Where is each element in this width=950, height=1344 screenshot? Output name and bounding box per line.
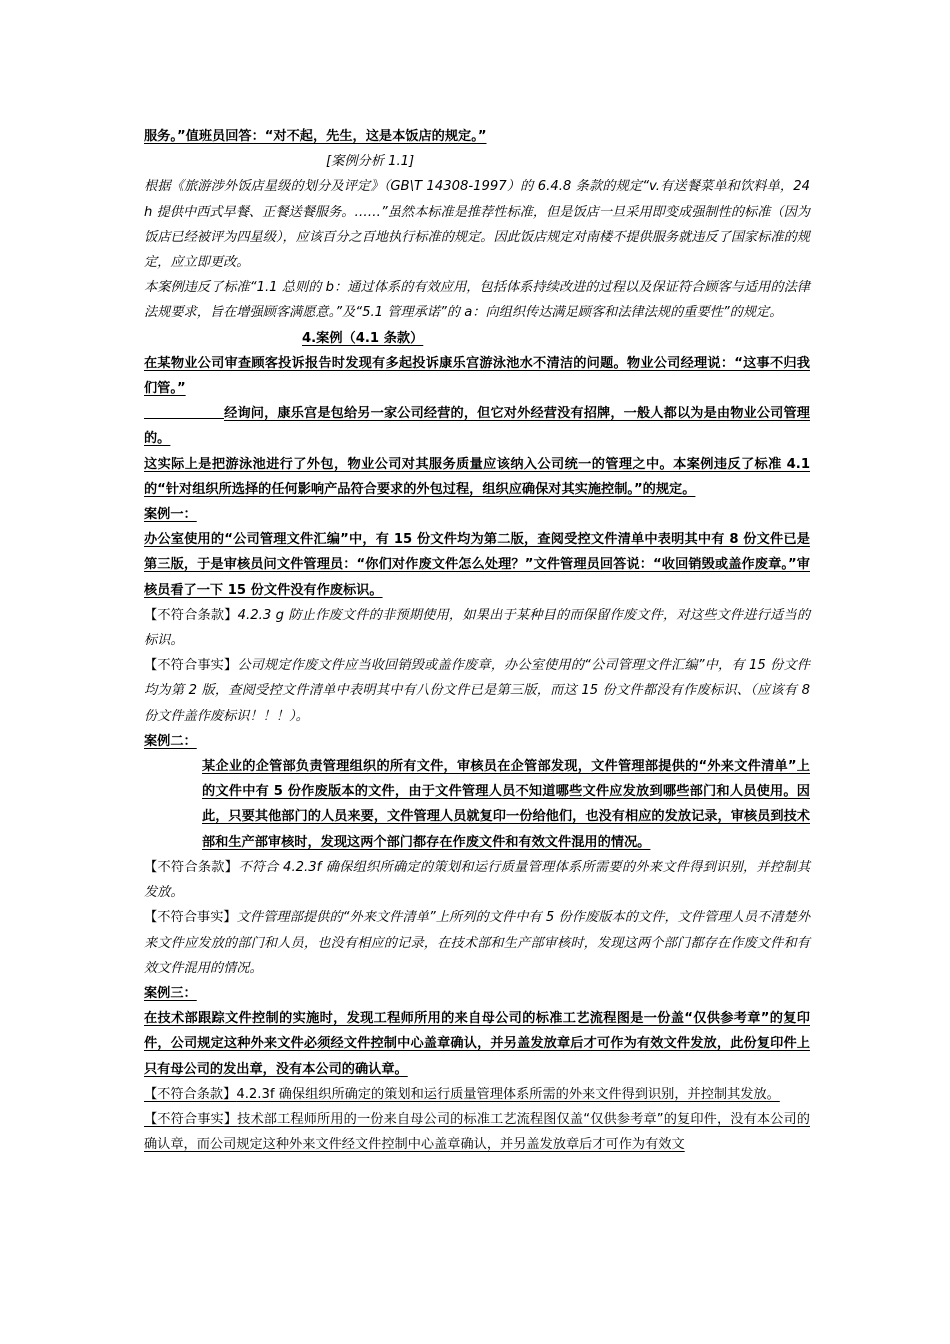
fact-tag: 【不符合事实】 <box>144 1111 238 1127</box>
paragraph-case-one: 办公室使用的“公司管理文件汇编”中，有 15 份文件均为第二版，查阅受控文件清单中表明其中有 8 份文件已是第三版，于是审核员问文件管理员：“你们对作废文件怎么处理？”文件管理员回答说：“收回销毁或盖作废章。”审核员看了一下 15 份文件没有作废标识。 <box>144 532 810 598</box>
case-4-heading: 4.案例（4.1 条款） <box>302 330 424 346</box>
paragraph-complaint: 在某物业公司审查顾客投诉报告时发现有多起投诉康乐宫游泳池水不清洁的问题。物业公司经理说：“这事不归我们管。” <box>144 355 810 397</box>
fact-text: 技术部工程师所用的一份来自母公司的标准工艺流程图仅盖“仅供参考章”的复印件，没有本公司的确认章，而公司规定这种外来文件经文件控制中心盖章确认，并另盖发放章后才可作为有效文 <box>144 1111 810 1153</box>
fact-text: 公司规定作废文件应当收回销毁或盖作废章，办公室使用的“公司管理文件汇编”中，有 15 份文件均为第 2 版，查阅受控文件清单中表明其中有八份文件已是第三版，而这 15 份文件都没有作废标识、（应该有 8 份文件盖作废标识！！！）。 <box>144 658 810 724</box>
fact-tag: 【不符合事实】 <box>144 658 238 674</box>
clause-tag: 【不符合条款】 <box>144 859 239 875</box>
clause-text: 4.2.3f 确保组织所确定的策划和运行质量管理体系所需的外来文件得到识别，并控制其发放。 <box>236 1086 780 1102</box>
clause-text: 不符合 4.2.3f 确保组织所确定的策划和运行质量管理体系所需要的外来文件得到识别，并控制其发放。 <box>144 859 810 901</box>
case-two-heading: 案例二： <box>144 733 197 749</box>
nonconformity-clause-3 <box>144 1082 810 1107</box>
nonconformity-clause-2 <box>144 855 810 905</box>
case-one-heading: 案例一： <box>144 507 197 523</box>
clause-tag: 【不符合条款】 <box>144 607 238 623</box>
paragraph-inquiry-text: 经询问，康乐宫是包给另一家公司经营的，但它对外经营没有招牌，一般人都以为是由物业公司管理的。 <box>144 406 810 447</box>
case-analysis-heading: [案例分析 1.1] <box>326 154 415 170</box>
bullet-item-case-two <box>144 754 810 855</box>
paragraph-inquiry <box>144 401 810 451</box>
paragraph-case-three: 在技术部跟踪文件控制的实施时，发现工程师所用的来自母公司的标准工艺流程图是一份盖“仅供参考章”的复印件，公司规定这种外来文件必须经文件控制中心盖章确认，并另盖发放章后才可作为有效文件发放，此份复印件上只有母公司的发出章，没有本公司的确认章。 <box>144 1011 810 1077</box>
paragraph-violation: 本案例违反了标准“1.1 总则的 b：通过体系的有效应用，包括体系持续改进的过程以及保证符合顾客与适用的法律法规要求，旨在增强顾客满愿意。”及“5.1 管理承诺”的 a：向组织传达满足顾客和法律法规的重要性”的规定。 <box>144 280 810 321</box>
paragraph-analysis: 根据《旅游涉外饭店星级的划分及评定》（GB\T 14308-1997）的 6.4.8 条款的规定“v.有送餐菜单和饮料单，24h 提供中西式早餐、正餐送餐服务。……”虽然本标准是推荐性标准，但是饭店一旦采用即变成强制性的标准（因为饭店已经被评为四星级），应该百分之百地执行标准的规定。因此饭店规定对南楼不提供服务就违反了国家标准的规定，应立即更改。 <box>144 179 810 271</box>
paragraph-reply: 服务。”值班员回答：“对不起，先生，这是本饭店的规定。” <box>144 129 487 144</box>
nonconformity-fact-3 <box>144 1107 810 1157</box>
fact-text: 文件管理部提供的“外来文件清单”上所列的文件中有 5 份作废版本的文件，文件管理人员不清楚外来文件应发放的部门和人员，也没有相应的记录，在技术部和生产部审核时，发现这两个部门都存在作废文件和有效文件混用的情况。 <box>144 910 811 976</box>
clause-tag: 【不符合条款】 <box>144 1086 237 1102</box>
case-three-heading: 案例三： <box>144 985 197 1001</box>
nonconformity-fact-1 <box>144 653 810 729</box>
nonconformity-clause-1 <box>144 603 810 653</box>
nonconformity-fact-2 <box>144 905 810 981</box>
document-page <box>144 124 810 1157</box>
indent-underline <box>144 404 224 419</box>
paragraph-outsourcing: 这实际上是把游泳池进行了外包，物业公司对其服务质量应该纳入公司统一的管理之中。本案例违反了标准 4.1 的“针对组织所选择的任何影响产品符合要求的外包过程，组织应确保对其实施控制。”的规定。 <box>144 456 810 497</box>
fact-tag: 【不符合事实】 <box>144 910 237 926</box>
bullet-item-text: 某企业的企管部负责管理组织的所有文件，审核员在企管部发现，文件管理部提供的“外来文件清单”上的文件中有 5 份作废版本的文件，由于文件管理人员不知道哪些文件应发放到哪些部门和人员使用。因此，只要其他部门的人员来要，文件管理人员就复印一份给他们，也没有相应的发放记录，审核员到技术部和生产部审核时，发现这两个部门都存在作废文件和有效文件混用的情况。 <box>202 759 810 850</box>
clause-text: 4.2.3 g 防止作废文件的非预期使用，如果出于某种目的而保留作废文件，对这些文件进行适当的标识。 <box>144 607 811 649</box>
